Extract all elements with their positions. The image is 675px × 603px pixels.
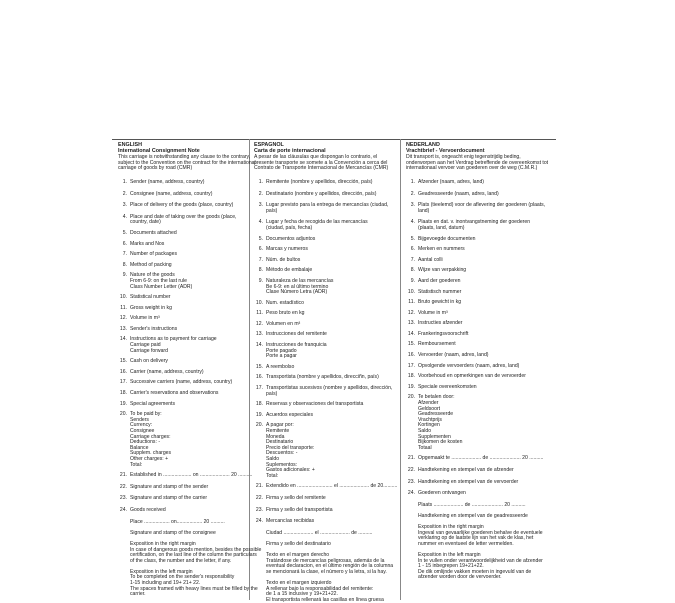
field-number: 9. (258, 277, 263, 284)
field-item (406, 364, 550, 370)
field-item (118, 295, 262, 301)
field-number: 10. (407, 288, 415, 295)
field-item (254, 237, 398, 243)
field-item (118, 485, 262, 491)
field-number: 12. (255, 320, 263, 327)
field-label: Opgemaakt te ..................... de ...................... 20 .......... (418, 455, 544, 462)
field-item (118, 359, 262, 365)
field-label: Instrucciones del remitente (266, 331, 327, 338)
field-label: Firma y sello del transportista (266, 506, 333, 513)
field-number: 14. (255, 342, 263, 349)
field-number: 24. (407, 490, 415, 497)
field-item (406, 203, 550, 214)
field-number: 3. (258, 202, 263, 209)
field-label: Reservas y observaciones del transportista (266, 401, 364, 408)
field-number: 4. (122, 213, 127, 220)
field-label: Peso bruto en kg (266, 310, 305, 317)
field-number: 17. (119, 379, 127, 386)
field-number: 2. (122, 190, 127, 197)
field-label: Wijze van verpakking (418, 267, 467, 274)
field-label: Speciale overeenkomsten (418, 383, 477, 390)
field-label: A pagar por: Remitente Moneda Destinatario Precio del transporte: Descuentos: - Saldo Suplementos: Gastos adicionales: + Total: (266, 422, 315, 479)
field-item (118, 180, 262, 186)
field-label: Marks and Nos (130, 240, 165, 247)
field-label: Instrucciones de franquicia Porte pagado Porte a pagar (266, 342, 327, 360)
field-label: Special agreements (130, 400, 176, 407)
field-item (118, 263, 262, 269)
field-label: Carrier (name, address, country) (130, 368, 204, 375)
field-number: 20. (255, 422, 263, 429)
field-label: Bruto gewicht in kg (418, 299, 462, 306)
field-number: 3. (122, 202, 127, 209)
field-number: 15. (255, 363, 263, 370)
field-number: 18. (119, 390, 127, 397)
field-item (118, 380, 262, 386)
field-item (406, 180, 550, 186)
field-number: 5. (258, 235, 263, 242)
field-label: Vervoerder (naam, adres, land) (418, 352, 489, 359)
field-label: Statistical number (130, 294, 171, 301)
field-item (406, 237, 550, 243)
field-item (118, 252, 262, 258)
footer-notes: Ciudad ..................... el ..................... de .......... Firma y sello del destinatario Texto en el margen derecho Tratándose de mercancías peligrosas, además de la eventual declaracion, en el último rengión de la columna se mencionará la clase, el número y la letra, si la hay. Texto en el margen izquierdo A rellenar bajo la responsabilidad del remitente: de 1 a 15 inclusive y 19+21+22. El transportista rellenará las casillas en línea gruesa (266, 529, 394, 603)
field-item (254, 519, 398, 525)
field-label: Voorbehoud en opmerkingen van de vervoerder (418, 373, 526, 380)
field-label: A reembolso (266, 363, 295, 370)
field-number: 16. (255, 374, 263, 381)
field-item (406, 290, 550, 296)
field-item (118, 391, 262, 397)
field-number: 20. (119, 411, 127, 418)
field-number: 2. (258, 190, 263, 197)
language-heading: ESPAGNOL (254, 142, 284, 148)
field-item (406, 374, 550, 380)
field-label: Sender (name, address, country) (130, 178, 205, 185)
document-title: Vrachtbrief - Vervoerdocument (406, 147, 485, 154)
field-label: Lugar y fecha de recogida de las mercancías (ciudad, país, fecha) (266, 219, 368, 231)
field-label: Instructions as to payment for carriage Carriage paid Carriage forward (130, 336, 217, 354)
field-item (254, 496, 398, 502)
field-item (118, 273, 262, 290)
field-label: Gross weight in kg (130, 304, 172, 311)
field-number: 12. (119, 315, 127, 322)
field-label: Acuerdos especiales (266, 411, 314, 418)
field-number: 23. (407, 478, 415, 485)
field-item (254, 508, 398, 514)
field-item (118, 496, 262, 502)
field-number: 6. (258, 246, 263, 253)
field-label: Volume in m³ (418, 309, 448, 316)
field-item (254, 311, 398, 317)
field-label: Handtekening en stempel van de vervoerder (418, 478, 519, 485)
column-english (118, 143, 262, 598)
field-item (406, 468, 550, 474)
field-label: Opvolgende vervoerders (naam, adres, land) (418, 362, 520, 369)
field-label: Handtekening en stempel van de afzender (418, 466, 514, 473)
field-label: Frankeringsvoorschrift (418, 330, 469, 337)
field-label: Firma y sello del remitente (266, 494, 326, 501)
field-number: 6. (122, 240, 127, 247)
field-label: Sender's instructions (130, 325, 178, 332)
field-item (406, 220, 550, 231)
field-item (406, 192, 550, 198)
field-item (406, 491, 550, 497)
field-number: 23. (119, 495, 127, 502)
intro-text: Dit transport is, ongeacht enig tegenstrijdig beding, onderworpen aan het Verdrag betreffende de overeenkomst tot internationaal vervoer van goederen over de weg (C.M.R.) (406, 154, 549, 172)
field-label: Bijgevoegde documenten (418, 235, 476, 242)
field-item (254, 375, 398, 381)
field-number: 10. (119, 294, 127, 301)
field-number: 5. (122, 229, 127, 236)
field-item (118, 203, 262, 209)
field-number: 4. (258, 219, 263, 226)
field-label: Merken en nummers (418, 246, 465, 253)
field-number: 10. (255, 299, 263, 306)
field-number: 7. (410, 256, 415, 263)
field-number: 9. (410, 277, 415, 284)
field-item (254, 301, 398, 307)
field-number: 13. (407, 320, 415, 327)
field-label: Aantal colli (418, 256, 443, 263)
field-item (118, 306, 262, 312)
field-item (118, 402, 262, 408)
field-label: Remitente (nombre y apellidos, dirección, país) (266, 178, 373, 185)
field-number: 24. (255, 518, 263, 525)
field-label: Volume in m³ (130, 315, 160, 322)
field-item (118, 215, 262, 226)
field-label: Statistisch nummer (418, 288, 462, 295)
field-item (406, 342, 550, 348)
field-item (118, 192, 262, 198)
field-item (406, 332, 550, 338)
field-item (118, 337, 262, 354)
field-label: Method of packing (130, 261, 172, 268)
field-number: 12. (407, 309, 415, 316)
field-item (254, 220, 398, 231)
field-number: 8. (410, 267, 415, 274)
field-item (406, 456, 550, 462)
document-title: Carta de porte internacional (254, 147, 326, 154)
field-label: Carrier's reservations and observations (130, 390, 219, 397)
field-number: 7. (258, 256, 263, 263)
field-item (406, 258, 550, 264)
field-item (118, 242, 262, 248)
field-number: 14. (407, 330, 415, 337)
field-item (406, 311, 550, 317)
field-item (406, 321, 550, 327)
column-divider (400, 139, 401, 600)
field-number: 2. (410, 190, 415, 197)
field-number: 19. (407, 383, 415, 390)
field-label: Documents attached (130, 229, 177, 236)
field-label: Mercancías recibidas (266, 518, 315, 525)
field-number: 18. (255, 401, 263, 408)
field-number: 16. (119, 368, 127, 375)
footer-notes: Plaats ..................... de ...................... 20 .......... Handtekening en stempel van de geadresseerde Exposition in the right margin Ingeval van gevaarlijke goederen behalve de eventuele verklaring op de laatste lijn van het vak de klas, het nummer en eventueel de letter vermelden. Exposition in the left margin In te vullen onder verantwoordelijkheid van de afzender 1 - 15 inbegrepen 19+21+22. De dik omlijnde vakken moeten in ingevuld van de afzender worden door de vervoerder. (418, 501, 543, 581)
field-number: 19. (255, 411, 263, 418)
field-label: Place and date of taking over the goods (place, country, date) (130, 213, 237, 226)
field-label: Instructies afzender (418, 320, 463, 327)
field-number: 13. (255, 331, 263, 338)
field-item (254, 332, 398, 338)
field-label: Successive carriers (name, address, country) (130, 379, 233, 386)
field-number: 1. (410, 178, 415, 185)
field-number: 13. (119, 325, 127, 332)
field-label: Aard der goederen (418, 277, 461, 284)
field-number: 11. (408, 299, 415, 306)
field-number: 24. (119, 506, 127, 513)
field-label: Plaats en dat. v. inontvangstneming der goederen (plaats, land, datum) (418, 219, 531, 231)
header-rule (112, 139, 556, 140)
field-number: 14. (119, 336, 127, 343)
field-number: 17. (255, 385, 263, 392)
field-label: Place of delivery of the goods (place, country) (130, 202, 234, 209)
field-item (118, 316, 262, 322)
field-item (254, 247, 398, 253)
language-heading: NEDERLAND (406, 142, 440, 148)
field-number: 8. (258, 267, 263, 274)
field-label: Plats (tieelemd) voor de aflevering der goederen (plaats, land) (418, 202, 546, 214)
field-number: 21. (119, 472, 127, 479)
field-label: Naturaleza de las mercancías Be 6-9: en al último termino Clase Número Letra (ADR) (266, 277, 334, 296)
field-label: Num. estadístico (266, 299, 304, 306)
document-title: International Consignment Note (118, 147, 200, 154)
field-number: 21. (255, 483, 263, 490)
field-label: Cash on delivery (130, 358, 168, 365)
field-item (254, 279, 398, 296)
field-label: Lugar previsto para la entrega de mercancías (ciudad, país) (266, 202, 389, 214)
field-label: Goederen ontvangen (418, 490, 466, 497)
field-label: Established in .................... on ..................... 20 .......... (130, 472, 253, 479)
field-item (254, 258, 398, 264)
field-item (254, 180, 398, 186)
field-item (254, 365, 398, 371)
column-spanish (254, 143, 398, 603)
field-label: Te betalen door: Afzender Geldsoort Geadresseerde Vrachtprijs Kortingen Saldo Supplementen Bijkomen de kosten Totaal (418, 394, 463, 451)
field-number: 7. (122, 251, 127, 258)
field-item (254, 322, 398, 328)
field-label: Number of packages (130, 251, 178, 258)
field-label: Marcas y numeros (266, 246, 308, 253)
field-item (254, 484, 398, 490)
intro-text: A pesar de las cláusulas que dispongan lo contrario, el presente transporte se somete a la Convención a cerca del Contrato de Transporte Internacional de Mercancías (CMR) (254, 154, 389, 172)
field-number: 18. (407, 373, 415, 380)
language-heading: ENGLISH (118, 142, 142, 148)
field-number: 21. (407, 455, 415, 462)
field-item (254, 413, 398, 419)
field-number: 1. (122, 178, 127, 185)
field-number: 5. (410, 235, 415, 242)
field-item (406, 395, 550, 451)
field-number: 11. (256, 310, 263, 317)
field-number: 3. (410, 202, 415, 209)
field-item (118, 508, 262, 514)
field-label: Transportistas sucesivos (nombre y apellidos, dirección, país) (266, 385, 393, 397)
field-item (118, 370, 262, 376)
field-item (118, 327, 262, 333)
field-number: 19. (119, 400, 127, 407)
field-label: Afzender (naam, adres, land) (418, 178, 484, 185)
field-label: Signature and stamp of the carrier (130, 495, 208, 502)
field-item (254, 386, 398, 397)
column-dutch (406, 143, 550, 581)
field-label: Transportista (nombre y apellidos, direcciñn, país) (266, 374, 379, 381)
field-item (118, 473, 262, 479)
field-label: Remboursement (418, 341, 456, 348)
field-number: 22. (407, 466, 415, 473)
field-number: 23. (255, 506, 263, 513)
field-number: 11. (120, 304, 127, 311)
field-number: 6. (410, 246, 415, 253)
field-label: Extendido en ......................... el ..................... de 20.......... (266, 483, 398, 490)
field-item (254, 203, 398, 214)
field-item (254, 268, 398, 274)
field-label: Destinatario (nombre y apellidos, dirección, país) (266, 190, 377, 197)
intro-text: This carriage is notwithstanding any clause to the contrary, subject to the Convention on the contract for the international carriage of goods by road (CMR) (118, 154, 256, 172)
field-label: Consignee (name, address, country) (130, 190, 213, 197)
field-item (254, 402, 398, 408)
field-number: 16. (407, 352, 415, 359)
field-label: Geadresseerde (naam, adres, land) (418, 190, 499, 197)
field-label: Nature of the goods From 6-9: on the last rule Class Number Letter (ADR) (130, 272, 193, 290)
field-item (254, 192, 398, 198)
field-item (118, 231, 262, 237)
field-number: 20. (407, 394, 415, 401)
field-item (406, 279, 550, 285)
field-number: 1. (258, 178, 263, 185)
field-item (118, 412, 262, 468)
field-label: Signature and stamp of the sender (130, 483, 209, 490)
field-item (254, 343, 398, 360)
field-item (406, 268, 550, 274)
field-number: 17. (407, 362, 415, 369)
field-item (254, 423, 398, 479)
field-number: 15. (407, 341, 415, 348)
field-number: 4. (410, 219, 415, 226)
field-number: 9. (122, 272, 127, 279)
field-label: Goods received (130, 506, 166, 513)
field-item (406, 385, 550, 391)
field-item (406, 300, 550, 306)
field-number: 15. (119, 358, 127, 365)
field-number: 8. (122, 261, 127, 268)
field-item (406, 247, 550, 253)
field-item (406, 353, 550, 359)
field-label: Documentos adjuntos (266, 235, 316, 242)
field-label: To be paid by: Senders Currency: Consignee Carriage charges: Deductions: - Balance Supplem. charges Other charges: + Total: (130, 411, 172, 468)
field-number: 22. (119, 483, 127, 490)
footer-notes: Place .................. on.................. 20 .......... Signature and stamp of the consignee Exposition in the right margin In case of dangerous goods mention, besides the possible certification, on the last line of the column the particulars of the class, the number and the letter, if any. Exposition in the left margin To be completed on the sender's responsibility 1-15 including and 19+ 21+ 22. The spaces framed with heavy lines must be filled by the carrier. (130, 518, 262, 598)
field-label: Núm. de bultos (266, 256, 301, 263)
field-label: Método de embalaje (266, 267, 313, 274)
field-label: Volumen en m³ (266, 320, 301, 327)
field-number: 22. (255, 494, 263, 501)
field-item (406, 480, 550, 486)
